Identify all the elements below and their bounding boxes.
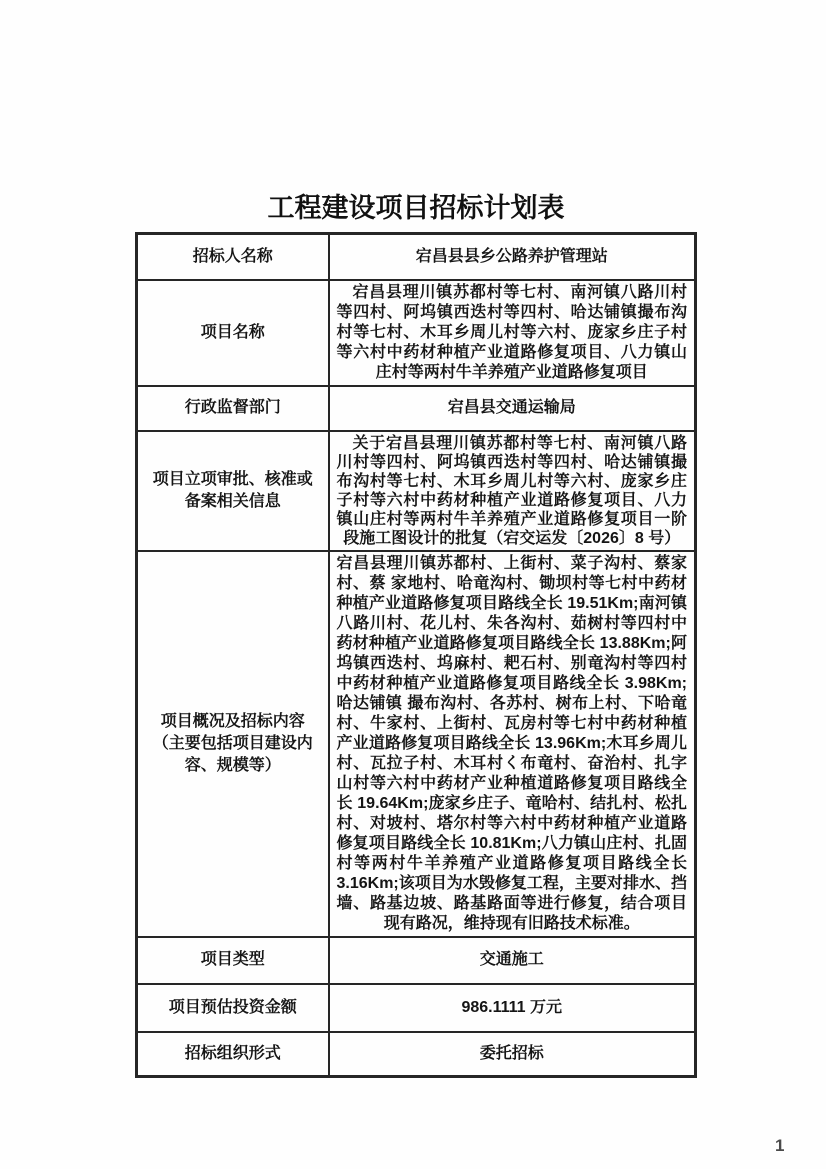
row-value-bidding-organization-form: 委托招标 bbox=[329, 1032, 696, 1077]
row-value-project-type: 交通施工 bbox=[329, 937, 696, 984]
page-title: 工程建设项目招标计划表 bbox=[267, 193, 565, 223]
row-label-bidder-name: 招标人名称 bbox=[137, 234, 329, 280]
table-row-bidder-name bbox=[137, 234, 696, 280]
table-row-approval-info bbox=[137, 431, 696, 551]
table-row-supervising-department bbox=[137, 386, 696, 431]
row-label-estimated-investment: 项目预估投资金额 bbox=[137, 984, 329, 1032]
row-label-project-name: 项目名称 bbox=[137, 280, 329, 386]
row-label-approval-info: 项目立项审批、核准或备案相关信息 bbox=[137, 431, 329, 551]
row-label-project-overview: 项目概况及招标内容（主要包括项目建设内容、规模等） bbox=[137, 551, 329, 937]
table-row-project-overview bbox=[137, 551, 696, 937]
table-row-project-name bbox=[137, 280, 696, 386]
row-value-project-overview: 宕昌县理川镇苏都村、上街村、菜子沟村、蔡家村、蔡 家地村、哈竜沟村、锄坝村等七村中药材种植产业道路修复项目路线全长 19.51Km;南河镇八路川村、花儿村、朱各沟村、茹树村等四村中药材种植产业道路修复项目路线全长 13.88Km;阿坞镇西迭村、坞麻村、耙石村、别竜沟村等四村中药材种植产业道路修复项目路线全长 3.98Km;哈达铺镇 撮布沟村、各苏村、树布上村、下哈竜村、牛家村、上街村、瓦房村等七村中药材种植产业道路修复项目路线全长 13.96Km;木耳乡周儿村、瓦拉子村、木耳村く布竜村、奋治村、扎字山村等六村中药材产业种植道路修复项目路线全长 19.64Km;庞家乡庄子、竜哈村、结扎村、松扎村、对坡村、塔尔村等六村中药材种植产业道路修复项目路线全长 10.81Km;八力镇山庄村、扎固村等两村牛羊养殖产业道路修复项目路线全长 3.16Km;该项目为水毁修复工程，主要对排水、挡墙、路基边坡、路基路面等进行修复，结合项目现有路况，维持现有旧路技术标准。 bbox=[329, 551, 696, 937]
bidding-plan-table bbox=[135, 232, 697, 1078]
row-label-project-type: 项目类型 bbox=[137, 937, 329, 984]
row-value-bidder-name: 宕昌县县乡公路养护管理站 bbox=[329, 234, 696, 280]
row-value-supervising-department: 宕昌县交通运输局 bbox=[329, 386, 696, 431]
row-value-project-name: 宕昌县理川镇苏都村等七村、南河镇八路川村等四村、阿坞镇西迭村等四村、哈达铺镇撮布沟村等七村、木耳乡周儿村等六村、庞家乡庄子村等六村中药材种植产业道路修复项目、八力镇山庄村等两村牛羊养殖产业道路修复项目 bbox=[329, 280, 696, 386]
row-label-bidding-organization-form: 招标组织形式 bbox=[137, 1032, 329, 1077]
table-row-estimated-investment bbox=[137, 984, 696, 1032]
page-number: 1 bbox=[775, 1136, 785, 1155]
row-label-supervising-department: 行政监督部门 bbox=[137, 386, 329, 431]
table-row-bidding-organization-form bbox=[137, 1032, 696, 1077]
row-value-approval-info: 关于宕昌县理川镇苏都村等七村、南河镇八路川村等四村、阿坞镇西迭村等四村、哈达铺镇撮布沟村等七村、木耳乡周儿村等六村、庞家乡庄子村等六村中药材种植产业道路修复项目、八力镇山庄村等两村牛羊养殖产业道路修复项目一阶段施工图设计的批复（宕交运发〔2026〕8 号） bbox=[329, 431, 696, 551]
row-value-estimated-investment: 986.1111 万元 bbox=[329, 984, 696, 1032]
table-row-project-type bbox=[137, 937, 696, 984]
